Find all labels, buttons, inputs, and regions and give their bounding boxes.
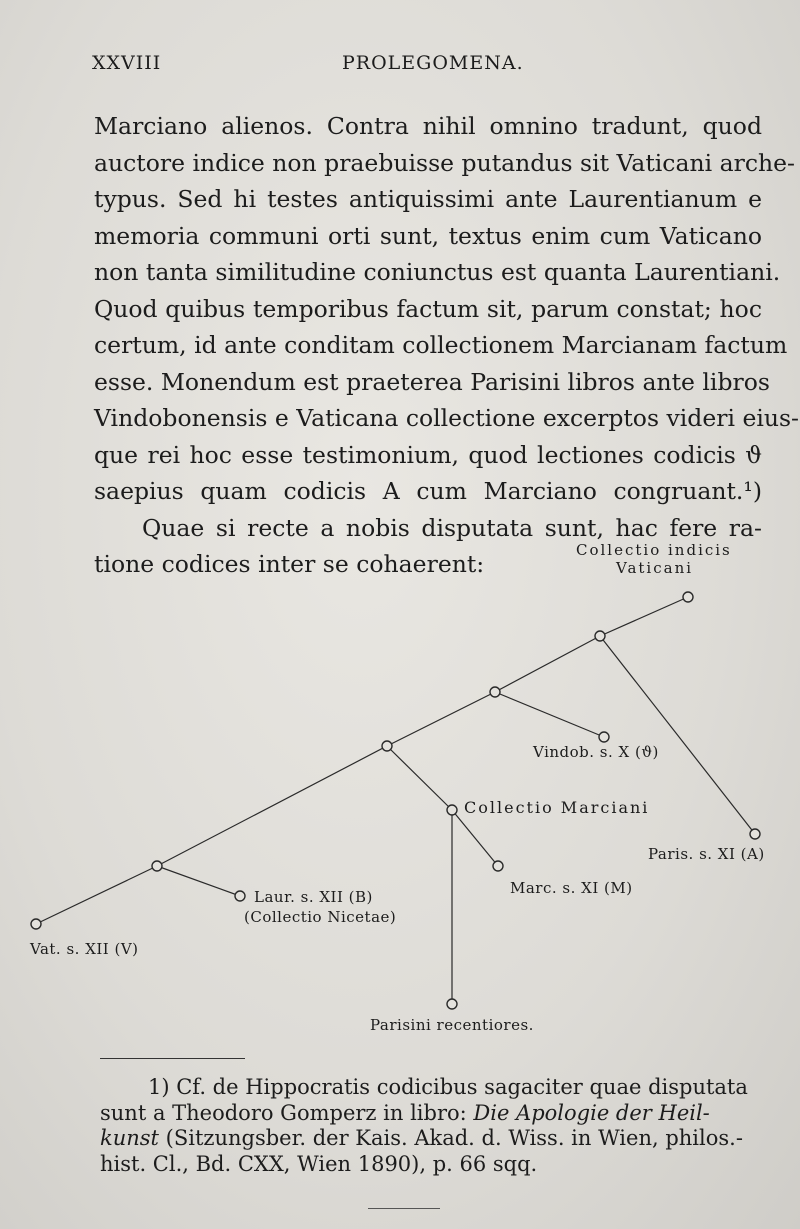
text-line: esse. Monendum est praeterea Parisini libros ante libros	[94, 367, 770, 396]
stemma-node	[382, 741, 392, 751]
footnote-title: Die Apologie der Heil-	[473, 1100, 710, 1125]
stemma-edge	[36, 866, 157, 924]
stemma-edge	[495, 636, 600, 692]
footnote-text: (Sitzungsber. der Kais. Akad. d. Wiss. in Wien, philos.-	[159, 1126, 743, 1150]
stemma-edge	[452, 810, 498, 866]
stemma-node	[447, 805, 457, 815]
stemma-node	[31, 919, 41, 929]
text-line: saepius quam codicis A cum Marciano congruant.¹)	[94, 477, 762, 505]
stemma-edge	[495, 692, 604, 737]
stemma-node	[490, 687, 500, 697]
stemma-node	[152, 861, 162, 871]
bottom-rule	[368, 1208, 440, 1209]
text-line: typus. Sed hi testes antiquissimi ante Laurentianum e	[94, 185, 762, 213]
text-line: tione codices inter se cohaerent:	[94, 550, 485, 578]
label-vaticani: Vaticani	[616, 559, 694, 577]
label-vat: Vat. s. XII (V)	[30, 940, 139, 958]
page-number: XXVIII	[92, 52, 162, 74]
footnote-line	[100, 1126, 768, 1152]
stemma-node	[493, 861, 503, 871]
text-line: non tanta similitudine coniunctus est quanta Laurentiani.	[94, 258, 781, 286]
label-marc: Marc. s. XI (M)	[510, 879, 633, 897]
stemma-node	[750, 829, 760, 839]
label-laur: Laur. s. XII (B)	[254, 888, 373, 906]
stemma-node	[235, 891, 245, 901]
running-title: PROLEGOMENA.	[342, 52, 524, 74]
stemma-edge	[157, 746, 387, 866]
footnote-line: 1) Cf. de Hippocratis codicibus sagaciter quae disputata	[148, 1075, 748, 1099]
text-line: Vindobonensis e Vaticana collectione excerptos videri eius-	[94, 404, 799, 432]
label-paris: Paris. s. XI (A)	[648, 845, 765, 863]
footnote	[100, 1075, 768, 1177]
stemma-edge	[157, 866, 240, 896]
stemma-edge	[387, 692, 495, 746]
label-collectio-nicetae: (Collectio Nicetae)	[244, 908, 397, 926]
stemma-edge	[600, 597, 688, 636]
stemma-node	[599, 732, 609, 742]
footnote-line	[100, 1101, 768, 1127]
label-vindob: Vindob. s. X (ϑ)	[533, 743, 659, 761]
text-line: Marciano alienos. Contra nihil omnino tradunt, quod	[94, 112, 762, 140]
text-line: certum, id ante conditam collectionem Marcianam factum	[94, 331, 788, 359]
text-line: que rei hoc esse testimonium, quod lectiones codicis ϑ	[94, 440, 762, 469]
footnote-title: kunst	[100, 1126, 159, 1150]
footnote-text: sunt a Theodoro Gomperz in libro:	[100, 1100, 474, 1125]
label-collectio-marciani: Collectio Marciani	[464, 798, 650, 817]
footnote-rule	[100, 1058, 245, 1059]
text-line: Quae si recte a nobis disputata sunt, hac fere ra-	[142, 513, 762, 542]
stemma-node	[683, 592, 693, 602]
stemma-node	[595, 631, 605, 641]
label-parisini: Parisini recentiores.	[370, 1016, 534, 1034]
stemma-node	[447, 999, 457, 1009]
text-line: auctore indice non praebuisse putandus sit Vaticani arche-	[94, 148, 795, 177]
label-collectio-indicis: Collectio indicis	[576, 541, 732, 559]
text-line: memoria communi orti sunt, textus enim cum Vaticano	[94, 221, 762, 250]
stemma-edge	[387, 746, 452, 810]
text-line: Quod quibus temporibus factum sit, parum constat; hoc	[94, 294, 762, 323]
footnote-line: hist. Cl., Bd. CXX, Wien 1890), p. 66 sqq.	[100, 1151, 538, 1176]
